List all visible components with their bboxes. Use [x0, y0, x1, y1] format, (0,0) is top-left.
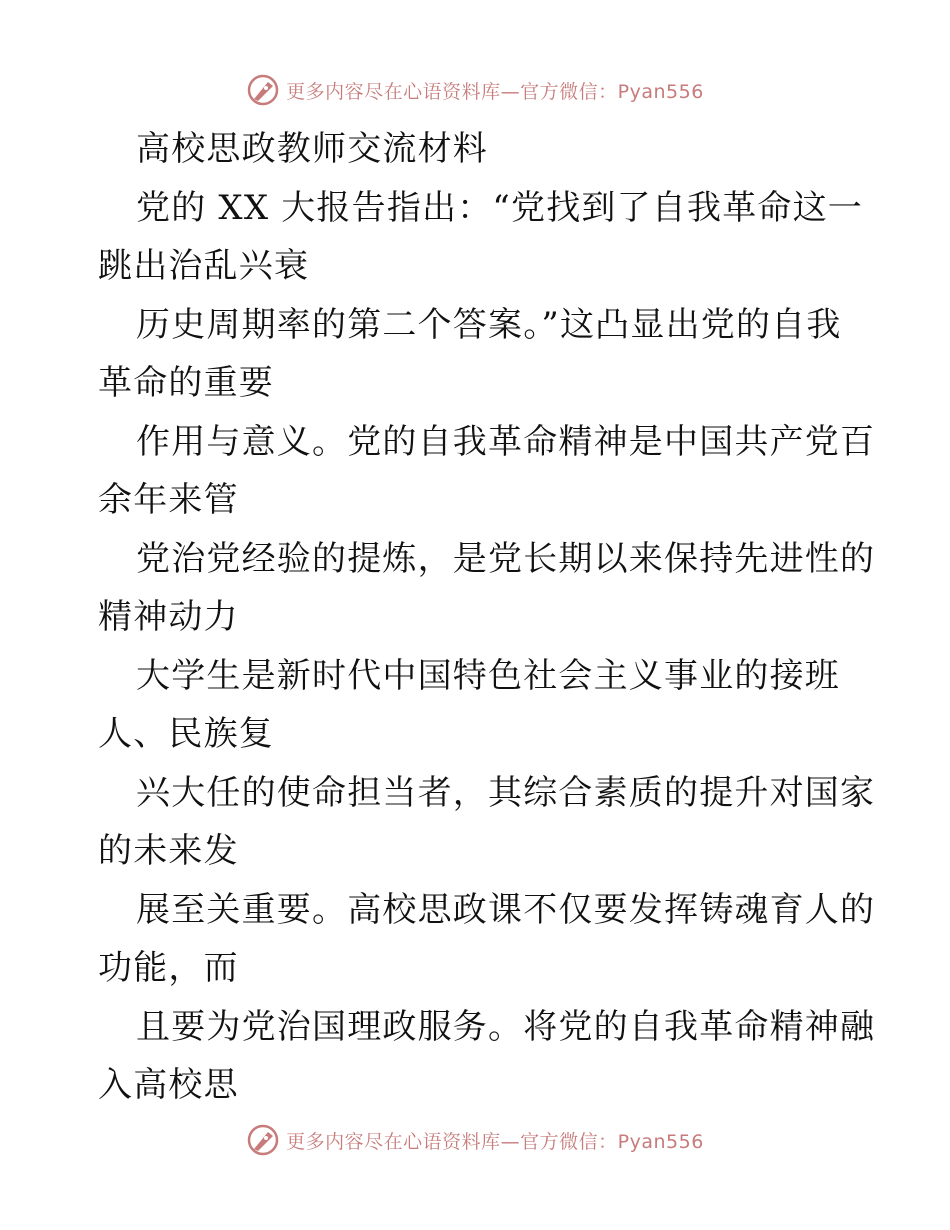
paragraph-line: 革命的重要: [98, 363, 274, 403]
watermark-text: 更多内容尽在心语资料库—官方微信：Pyan556: [286, 1130, 704, 1153]
pen-nib-logo-icon: [246, 73, 280, 107]
paragraph-line: 大学生是新时代中国特色社会主义事业的接班: [136, 655, 840, 696]
paragraph-line: 展至关重要。高校思政课不仅要发挥铸魂育人的: [136, 889, 876, 930]
paragraph-line: 余年来管: [98, 480, 239, 520]
document-title: 高校思政教师交流材料: [136, 129, 488, 169]
paragraph-line: 功能，而: [98, 948, 239, 988]
paragraph-line: 兴大任的使命担当者，其综合素质的提升对国家: [136, 772, 876, 813]
footer-watermark-banner: [0, 1120, 950, 1160]
pen-nib-logo-icon: [246, 1123, 280, 1157]
document-body: [98, 120, 876, 1115]
paragraph-line: 跳出治乱兴衰: [98, 246, 310, 286]
paragraph-line: 党治党经验的提炼，是党长期以来保持先进性的: [136, 538, 876, 579]
paragraph-line: 且要为党治国理政服务。将党的自我革命精神融: [136, 1006, 876, 1047]
header-watermark-banner: [0, 70, 950, 110]
paragraph-line: 历史周期率的第二个答案。”这凸显出党的自我: [136, 304, 842, 345]
paragraph-line: 党的 XX 大报告指出：“党找到了自我革命这一: [136, 187, 864, 228]
paragraph-line: 人、民族复: [98, 714, 274, 754]
paragraph-line: 作用与意义。党的自我革命精神是中国共产党百: [136, 421, 876, 462]
paragraph-line: 精神动力: [98, 597, 239, 637]
watermark-text: 更多内容尽在心语资料库—官方微信：Pyan556: [286, 80, 704, 103]
paragraph-line: 入高校思: [98, 1065, 239, 1105]
paragraph-line: 的未来发: [98, 831, 239, 871]
